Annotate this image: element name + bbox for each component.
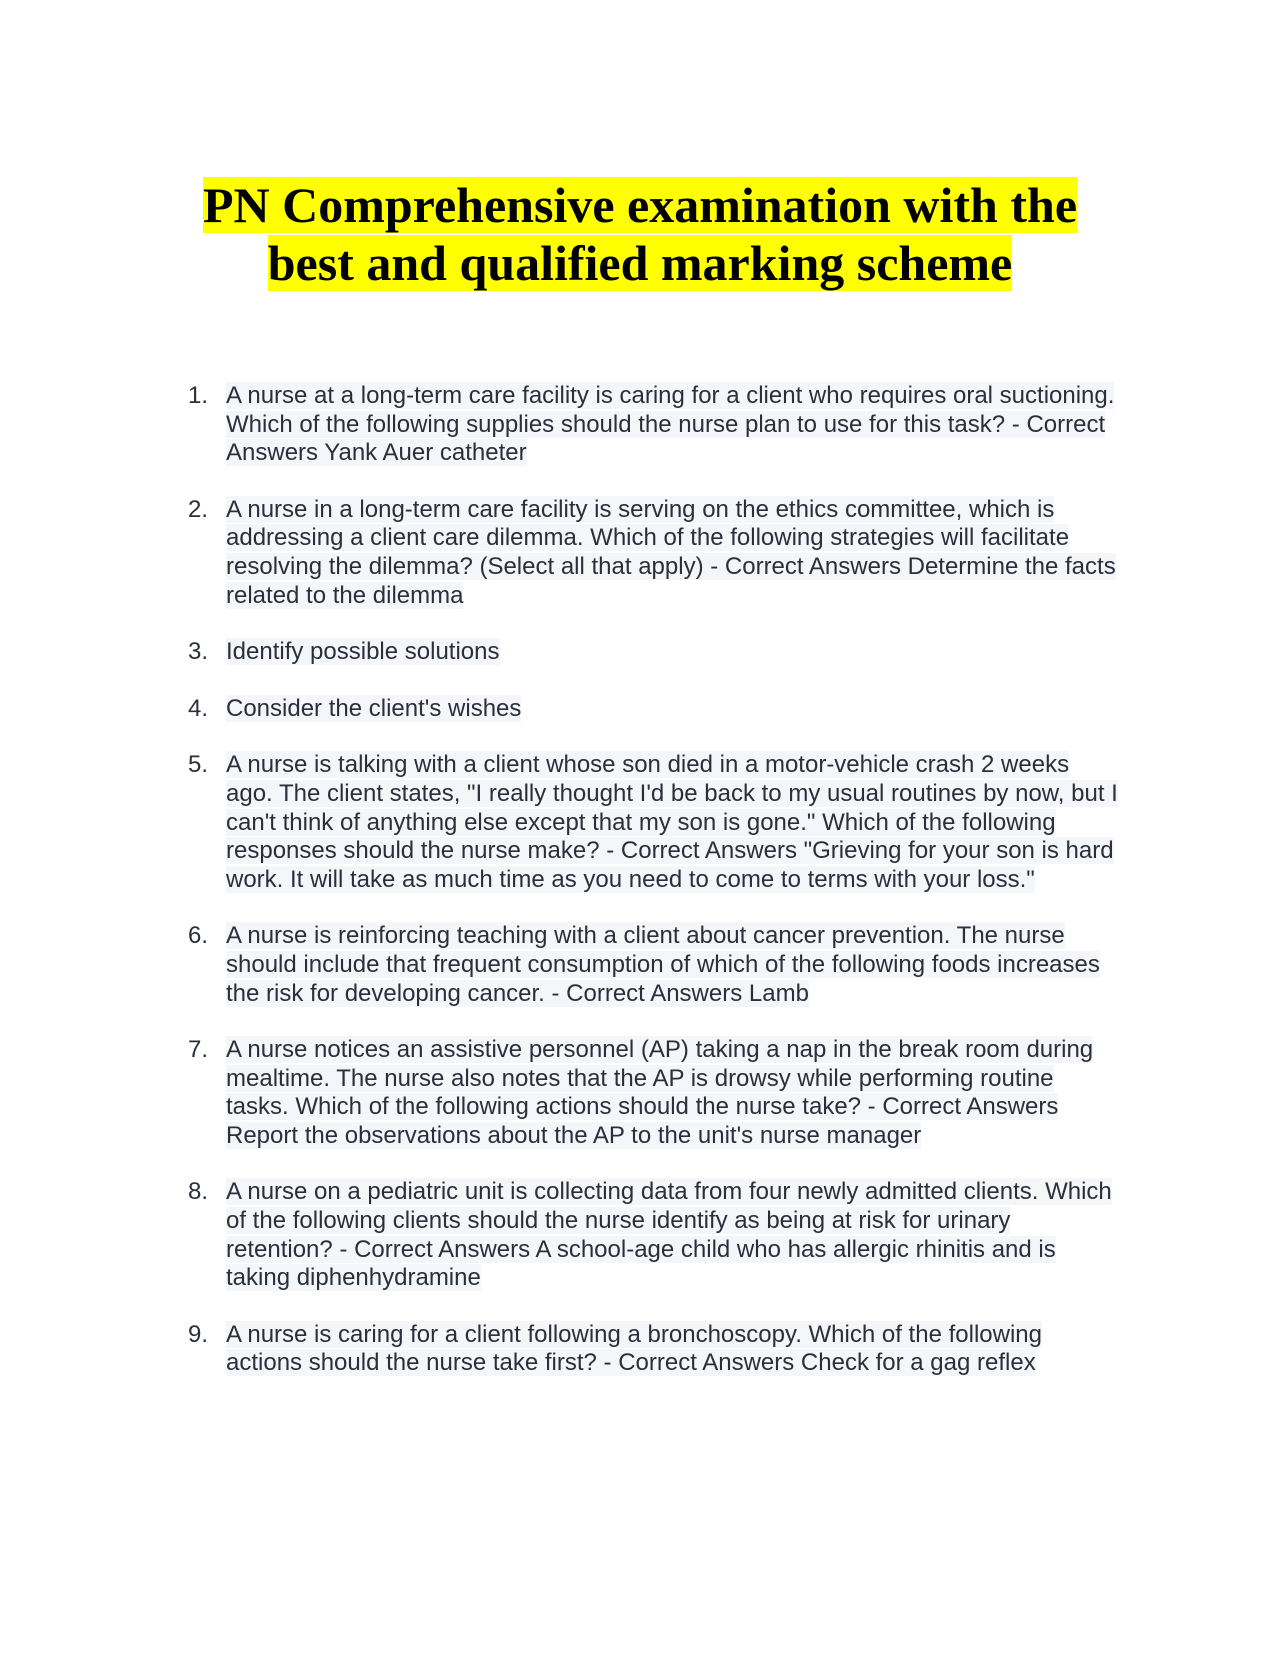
item-text: A nurse notices an assistive personnel (AP) taking a nap in the break room during mealtime. The nurse also notes that the AP is drowsy while performing routine tasks. Which of the following actions should the nurse take? - Correct Answers Report the observations about the AP to the unit's nurse manager xyxy=(226,1036,1094,1149)
item-text: A nurse is caring for a client following a bronchoscopy. Which of the following actions should the nurse take first? - Correct Answers Check for a gag reflex xyxy=(226,1320,1042,1377)
item-number: 6. xyxy=(188,922,209,950)
item-text: A nurse is talking with a client whose son died in a motor-vehicle crash 2 weeks ago. The client states, "I really thought I'd be back to my usual routines by now, but I can't think of anything else except that my son is gone." Which of the following responses should the nurse make? - Correct Answers "Grieving for your son is hard work. It will take as much time as you need to come to terms with your loss." xyxy=(226,751,1118,893)
document-title xyxy=(150,176,1130,292)
item-text: Identify possible solutions xyxy=(226,638,500,666)
item-number: 3. xyxy=(188,638,209,666)
list-item xyxy=(180,496,1120,610)
title-line-1: PN Comprehensive examination with the xyxy=(202,177,1078,233)
item-number: 5. xyxy=(188,751,209,779)
item-text: Consider the client's wishes xyxy=(226,694,522,722)
item-text: A nurse in a long-term care facility is serving on the ethics committee, which is addressing a client care dilemma. Which of the following strategies will facilitate resolving the dilemma? (Select all that apply) - Correct Answers Determine the facts related to the dilemma xyxy=(226,495,1116,609)
item-number: 8. xyxy=(188,1178,209,1206)
list-item xyxy=(180,638,1120,667)
item-number: 9. xyxy=(188,1320,209,1348)
item-text: A nurse at a long-term care facility is caring for a client who requires oral suctioning. Which of the following supplies should the nurse plan to use for this task? - Correct Answers Yank Auer catheter xyxy=(226,382,1115,467)
list-item xyxy=(180,382,1120,468)
item-text: A nurse on a pediatric unit is collecting data from four newly admitted clients. Which of the following clients should the nurse identify as being at risk for urinary retention? - Correct Answers A school-age child who has allergic rhinitis and is taking diphenhydramine xyxy=(226,1178,1112,1292)
question-list xyxy=(180,382,1120,1406)
item-text: A nurse is reinforcing teaching with a client about cancer prevention. The nurse should include that frequent consumption of which of the following foods increases the risk for developing cancer. - Correct Answers Lamb xyxy=(226,922,1100,1007)
item-number: 7. xyxy=(188,1036,209,1064)
list-item xyxy=(180,922,1120,1008)
list-item xyxy=(180,1321,1120,1378)
list-item xyxy=(180,695,1120,724)
item-number: 1. xyxy=(188,382,209,409)
list-item xyxy=(180,1178,1120,1292)
item-number: 2. xyxy=(188,495,209,523)
list-item xyxy=(180,1036,1120,1150)
title-line-2: best and qualified marking scheme xyxy=(267,235,1013,291)
item-number: 4. xyxy=(188,694,209,722)
list-item xyxy=(180,751,1120,894)
